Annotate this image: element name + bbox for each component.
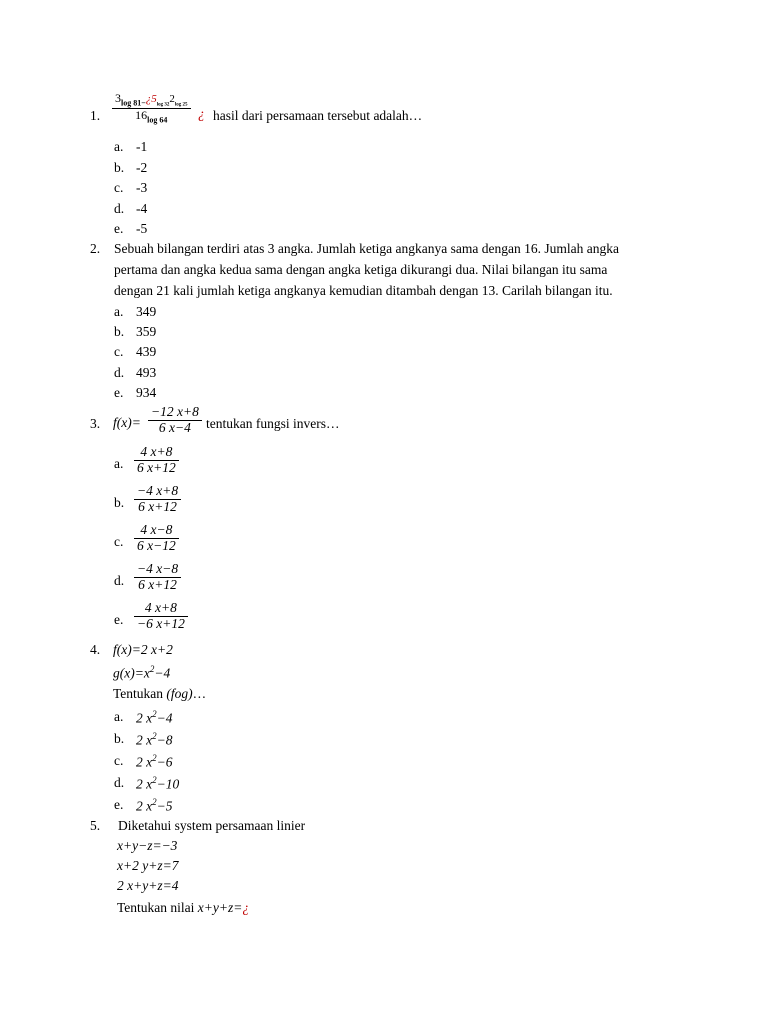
q1-option-b-value: -2	[136, 160, 148, 175]
question-3-text: tentukan fungsi invers…	[206, 416, 340, 431]
question-5-equation-1: x+y−z=−3	[117, 838, 178, 853]
q3-option-a-letter: a.	[114, 456, 124, 471]
q3-option-c-fraction: $\frac{4 x-8}{6 x-12}$	[134, 523, 179, 554]
question-2-line-3: dengan 21 kali jumlah ketiga angkanya kemudian ditambah dengan 13. Carilah bilangan itu.	[114, 283, 613, 298]
q4-option-b-value: 2 $x^2-8$	[136, 731, 173, 748]
q1-option-d-letter: d.	[114, 201, 125, 216]
question-4-number: 4.	[90, 642, 101, 657]
q2-option-c-letter: c.	[114, 344, 124, 359]
q2-option-a-value: 349	[136, 304, 157, 319]
question-1-expression: $\frac{3_{log 81-}¿5_{log 32}2_{log 25}}{16_{log 64}}$	[112, 92, 191, 125]
q4-option-a-letter: a.	[114, 709, 124, 724]
q4-option-e-letter: e.	[114, 797, 124, 812]
q1-option-e-letter: e.	[114, 221, 124, 236]
q2-option-b-value: 359	[136, 324, 157, 339]
question-3-fraction	[148, 405, 202, 436]
question-1-tail-symbol: ¿	[198, 106, 205, 121]
q2-option-d-value: 493	[136, 365, 157, 380]
q2-option-c-value: 439	[136, 344, 157, 359]
q3-option-b-fraction: $\frac{-4 x+8}{6 x+12}$	[134, 484, 181, 515]
q4-option-a-value: 2 $x^2-4$	[136, 709, 173, 726]
question-3-denominator: 6 x−4	[158, 419, 191, 435]
q3-option-e-letter: e.	[114, 612, 124, 627]
q2-option-d-letter: d.	[114, 365, 125, 380]
q3-option-d-letter: d.	[114, 573, 125, 588]
question-2-number: 2.	[90, 241, 101, 256]
question-3-lhs: f(x)=	[113, 415, 141, 430]
q4-option-b-letter: b.	[114, 731, 125, 746]
q4-option-c-letter: c.	[114, 753, 124, 768]
q3-option-b-letter: b.	[114, 495, 125, 510]
q2-option-a-letter: a.	[114, 304, 124, 319]
question-1-text: hasil dari persamaan tersebut adalah…	[213, 108, 423, 123]
q1-option-d-value: -4	[136, 201, 148, 216]
q4-option-d-value: 2 $x^2-10$	[136, 775, 180, 792]
q3-option-d-fraction: $\frac{-4 x-8}{6 x+12}$	[134, 562, 181, 593]
q2-option-b-letter: b.	[114, 324, 125, 339]
question-2-line-1: Sebuah bilangan terdiri atas 3 angka. Jumlah ketiga angkanya sama dengan 16. Jumlah angka	[114, 241, 619, 256]
question-5-number: 5.	[90, 818, 101, 833]
question-2-line-2: pertama dan angka kedua sama dengan angka ketiga dikurangi dua. Nilai bilangan itu sama	[114, 262, 608, 277]
q4-option-d-letter: d.	[114, 775, 125, 790]
q1-option-a-value: -1	[136, 139, 148, 154]
question-4-g-definition: $g(x)=x^2-4$	[113, 664, 171, 681]
q2-option-e-value: 934	[136, 385, 157, 400]
question-3-numerator: −12 x+8	[148, 405, 202, 421]
question-5-text: Diketahui system persamaan linier	[118, 818, 306, 833]
question-4-ask: Tentukan (fog)…	[113, 686, 207, 701]
question-5-equation-2: x+2 y+z=7	[117, 858, 179, 873]
question-5-ask: Tentukan nilai x+y+z=¿	[117, 900, 250, 915]
q1-option-c-letter: c.	[114, 180, 124, 195]
q1-option-c-value: -3	[136, 180, 148, 195]
question-5-equation-3: 2 x+y+z=4	[117, 878, 179, 893]
q3-option-c-letter: c.	[114, 534, 124, 549]
q1-option-e-value: -5	[136, 221, 148, 236]
q1-option-a-letter: a.	[114, 139, 124, 154]
q2-option-e-letter: e.	[114, 385, 124, 400]
q4-option-c-value: 2 $x^2-6$	[136, 753, 173, 770]
question-1-number: 1.	[90, 108, 101, 123]
q3-option-a-fraction: $\frac{4 x+8}{6 x+12}$	[134, 445, 179, 476]
q1-option-b-letter: b.	[114, 160, 125, 175]
question-4-f-definition: f(x)=2 x+2	[113, 642, 173, 657]
question-3-number: 3.	[90, 416, 101, 431]
q3-option-e-fraction: $\frac{4 x+8}{-6 x+12}$	[134, 601, 188, 632]
q4-option-e-value: 2 $x^2-5$	[136, 797, 173, 814]
